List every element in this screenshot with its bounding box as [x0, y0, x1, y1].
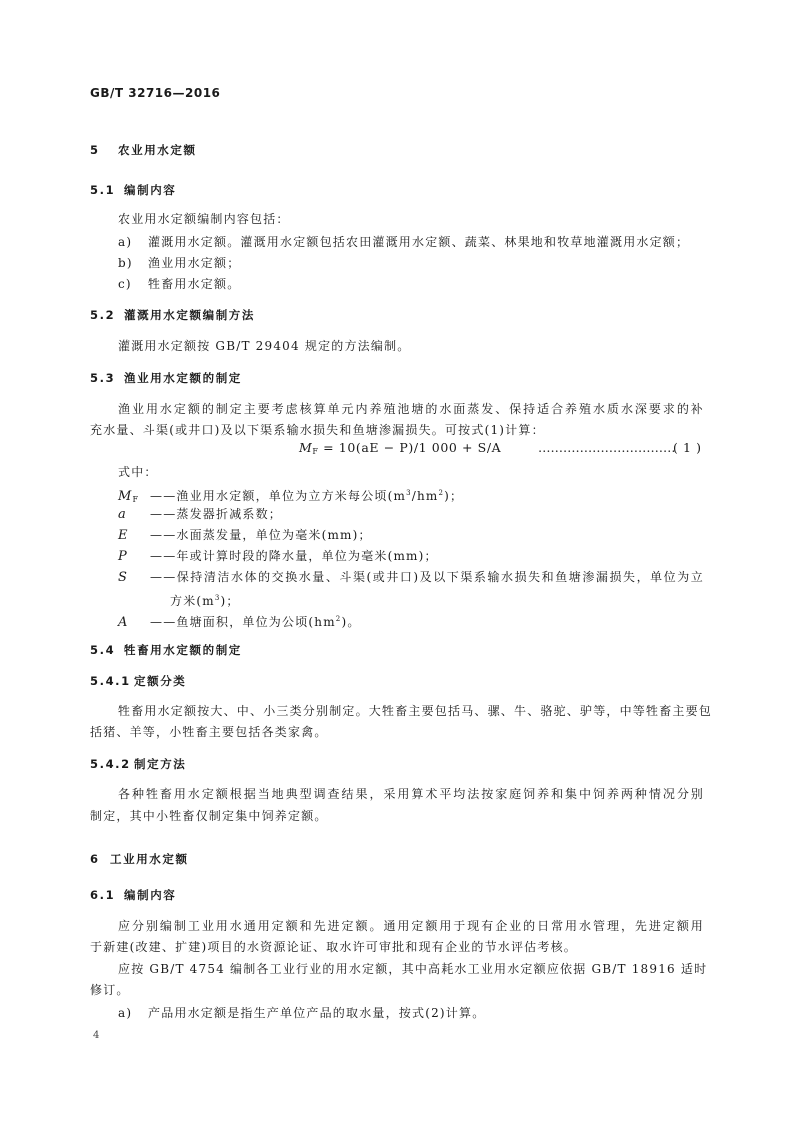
symbol-subscript: F [132, 495, 140, 504]
symbol: S [118, 570, 129, 585]
section-number: 6.1 [90, 888, 116, 902]
section-5-4-heading [90, 642, 242, 658]
list-text: 渔业用水定额； [148, 256, 241, 270]
definition-text: ——鱼塘面积，单位为公顷(hm [150, 615, 336, 629]
definition-text: )； [220, 594, 240, 608]
document-code: GB/T 32716—2016 [90, 86, 221, 100]
definition-text: ——水面蒸发量，单位为毫米(mm)； [150, 528, 372, 542]
definition-text: ——渔业用水定额，单位为立方米每公顷(m [150, 489, 407, 503]
section-6-heading [90, 851, 189, 867]
list-marker: b) [118, 256, 133, 270]
symbol-definition-continued [170, 588, 240, 611]
superscript: 2 [438, 489, 445, 497]
section-title: 定额分类 [134, 674, 187, 688]
section-title: 制定方法 [134, 757, 187, 771]
paragraph-line: 渔业用水定额的制定主要考虑核算单元内养殖池塘的水面蒸发、保持适合养殖水质水深要求的补 [118, 402, 704, 416]
definition-text: /hm [411, 489, 439, 503]
section-title: 农业用水定额 [118, 143, 197, 157]
definition-text: ——年或计算时段的降水量，单位为毫米(mm)； [150, 549, 438, 563]
symbol: A [118, 615, 129, 630]
paragraph-line: 括猪、羊等，小牲畜主要包括各类家禽。 [90, 725, 328, 739]
symbol: a [118, 507, 127, 522]
where-label: 式中： [118, 465, 158, 479]
section-title: 渔业用水定额的制定 [124, 371, 242, 385]
symbol: E [118, 528, 129, 543]
section-5-heading [90, 142, 197, 158]
paragraph-line: 充水量、斗渠(或井口)及以下渠系输水损失和鱼塘渗漏损失。可按式(1)计算： [90, 423, 545, 437]
list-item [118, 232, 689, 252]
symbol-definition [118, 609, 361, 633]
section-number: 5.1 [90, 183, 116, 197]
section-number: 5.2 [90, 308, 116, 322]
section-number: 6 [90, 852, 100, 866]
section-number: 5.4.1 [90, 674, 131, 688]
section-title: 编制内容 [124, 888, 177, 902]
symbol-definition [118, 525, 372, 546]
section-5-4-1-heading [90, 673, 186, 689]
symbol-letter: M [118, 489, 133, 504]
paragraph-line: 应按 GB/T 4754 编制各工业行业的用水定额，其中高耗水工业用水定额应依据 GB/T 18916 适时 [118, 962, 708, 976]
section-title: 编制内容 [124, 183, 177, 197]
list-text: 产品用水定额是指生产单位产品的取水量，按式(2)计算。 [148, 1006, 486, 1020]
paragraph: 灌溉用水定额按 GB/T 29404 规定的方法编制。 [118, 339, 411, 353]
paragraph-line: 于新建(改建、扩建)项目的水资源论证、取水许可审批和现有企业的节水评估考核。 [90, 940, 577, 954]
section-title: 灌溉用水定额编制方法 [124, 308, 255, 322]
paragraph-line: 制定，其中小牲畜仅制定集中饲养定额。 [90, 809, 328, 823]
list-text: 灌溉用水定额。灌溉用水定额包括农田灌溉用水定额、蔬菜、林果地和牧草地灌溉用水定额； [148, 235, 690, 249]
section-number: 5.3 [90, 371, 116, 385]
section-5-4-2-heading [90, 756, 186, 772]
paragraph-line: 应分别编制工业用水通用定额和先进定额。通用定额用于现有企业的日常用水管理，先进定额用 [118, 919, 704, 933]
list-item [118, 274, 240, 294]
formula-lhs-subscript: F [312, 447, 319, 456]
superscript: 2 [335, 615, 342, 623]
formula-1 [299, 440, 501, 456]
paragraph: 农业用水定额编制内容包括： [118, 212, 290, 226]
section-6-1-heading [90, 887, 176, 903]
paragraph-line: 各种牲畜用水定额根据当地典型调查结果，采用算术平均法按家庭饲养和集中饲养两种情况分别 [118, 787, 704, 801]
formula-leader-dots: …………………………… [538, 440, 676, 455]
section-title: 牲畜用水定额的制定 [124, 643, 242, 657]
superscript: 3 [406, 489, 412, 497]
section-5-2-heading [90, 307, 255, 323]
list-marker: a) [118, 235, 133, 249]
symbol-definition [118, 546, 438, 567]
list-item [118, 253, 240, 273]
section-number: 5 [90, 143, 100, 157]
symbol-definition [118, 567, 704, 588]
list-marker: c) [118, 277, 132, 291]
symbol-definition [118, 504, 282, 525]
paragraph-line: 牲畜用水定额按大、中、小三类分别制定。大牲畜主要包括马、骡、牛、骆驼、驴等，中等牲畜主要包 [118, 704, 713, 718]
definition-text: )。 [341, 615, 361, 629]
definition-text: ——保持清洁水体的交换水量、斗渠(或井口)及以下渠系输水损失和鱼塘渗漏损失，单位为立 [150, 570, 704, 584]
list-marker: a) [118, 1006, 133, 1020]
section-number: 5.4.2 [90, 757, 131, 771]
list-item [118, 1003, 485, 1023]
symbol: P [118, 549, 128, 564]
paragraph-line: 修订。 [90, 983, 130, 997]
list-text: 牲畜用水定额。 [148, 277, 241, 291]
definition-text: )； [444, 489, 464, 503]
superscript: 3 [214, 594, 221, 602]
section-title: 工业用水定额 [110, 852, 189, 866]
section-5-1-heading [90, 182, 176, 198]
definition-text: ——蒸发器折减系数； [150, 507, 283, 521]
formula-rhs: = 10(aE − P)/1 000 + S/A [318, 440, 502, 455]
page-number: 4 [93, 1030, 100, 1041]
section-number: 5.4 [90, 643, 116, 657]
section-5-3-heading [90, 370, 242, 386]
formula-lhs: M [299, 440, 313, 455]
formula-number: ( 1 ) [673, 440, 702, 455]
definition-text: 方米(m [170, 594, 215, 608]
